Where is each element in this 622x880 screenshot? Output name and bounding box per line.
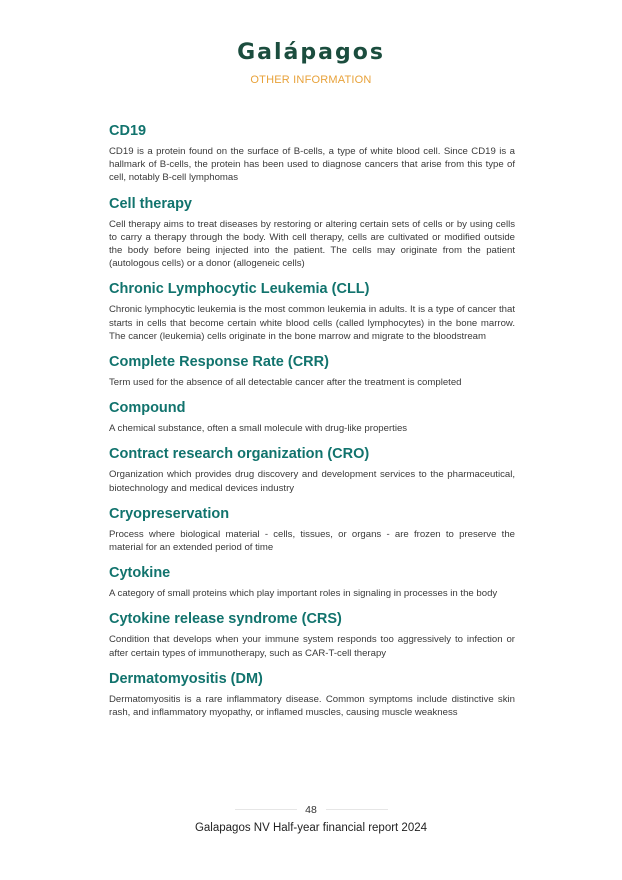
- glossary-term: Cryopreservation: [109, 505, 230, 522]
- report-title: Galapagos NV Half-year financial report 2024: [194, 822, 428, 834]
- glossary-definition: Organization which provides drug discovery and development services to the pharmaceutical, biotechnology and medical devices industry: [109, 469, 515, 494]
- glossary-entry: [109, 399, 515, 435]
- glossary-definition: A chemical substance, often a small molecule with drug-like properties: [109, 423, 408, 435]
- glossary-term: Complete Response Rate (CRR): [109, 354, 329, 371]
- glossary-definition: Condition that develops when your immune system responds too aggressively to infection or after certain types of immunotherapy, such as CAR-T-cell therapy: [109, 634, 515, 659]
- glossary-entry: [109, 445, 515, 494]
- glossary-list: [109, 122, 515, 729]
- glossary-definition: Cell therapy aims to treat diseases by restoring or altering certain sets of cells or by using cells to carry a therapy through the body. With cell therapy, cells are cultivated or modified outside the body before being injected into the patient. The cells may originate from the patient (autologous cells) or a donor (allogeneic cells): [109, 218, 515, 270]
- glossary-term: Dermatomyositis (DM): [109, 670, 263, 687]
- galapagos-logo: Galápagos: [237, 40, 385, 65]
- glossary-entry: [109, 564, 515, 600]
- glossary-entry: [109, 122, 515, 185]
- glossary-term: Compound: [109, 400, 186, 417]
- glossary-definition: Process where biological material - cells, tissues, or organs - are frozen to preserve the material for an extended period of time: [109, 528, 515, 554]
- glossary-definition: Dermatomyositis is a rare inflammatory disease. Common symptoms include distinctive skin rash, and inflammatory myopathy, or inflamed muscles, causing muscle weakness: [109, 693, 515, 719]
- page-footer: [0, 803, 622, 835]
- glossary-entry: [109, 195, 515, 271]
- glossary-definition: Term used for the absence of all detectable cancer after the treatment is completed: [109, 377, 462, 389]
- glossary-term: Cell therapy: [109, 195, 192, 212]
- glossary-definition: CD19 is a protein found on the surface of B-cells, a type of white blood cell. Since CD19 is a hallmark of B-cells, the protein has been used to diagnose cancers that arise from this type of cell, notably B-cell lymphomas: [109, 146, 515, 184]
- glossary-definition: Chronic lymphocytic leukemia is the most common leukemia in adults. It is a type of cancer that starts in cells that become certain white blood cells (called lymphocytes) in the bone marrow. The cancer (leukemia) cells originate in the bone marrow and migrate to the bloodstream: [109, 304, 515, 342]
- glossary-term: Chronic Lymphocytic Leukemia (CLL): [109, 281, 370, 298]
- page-header: [0, 40, 622, 87]
- glossary-entry: [109, 353, 515, 389]
- glossary-term: Cytokine: [109, 565, 171, 582]
- glossary-entry: [109, 670, 515, 719]
- glossary-entry: [109, 280, 515, 343]
- glossary-entry: [109, 610, 515, 659]
- page-number: 48: [305, 804, 317, 816]
- section-label: OTHER INFORMATION: [250, 74, 372, 86]
- glossary-term: CD19: [109, 123, 147, 139]
- glossary-term: Cytokine release syndrome (CRS): [109, 611, 342, 628]
- glossary-definition: A category of small proteins which play important roles in signaling in processes in the body: [109, 588, 498, 600]
- glossary-entry: [109, 505, 515, 554]
- glossary-term: Contract research organization (CRO): [109, 446, 370, 463]
